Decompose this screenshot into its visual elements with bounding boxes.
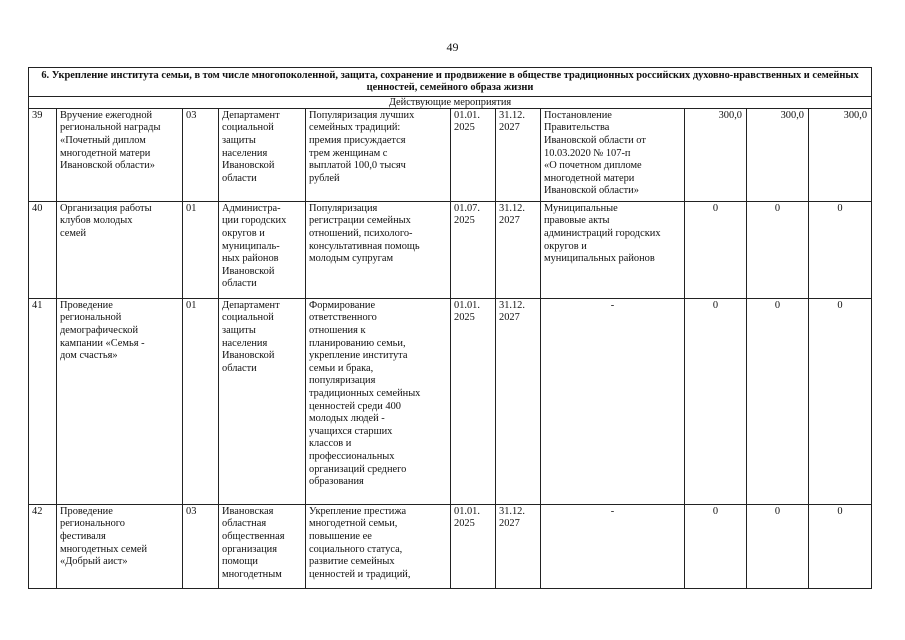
- start-date: 01.01. 2025: [451, 504, 496, 588]
- end-date: 31.12. 2027: [496, 201, 541, 298]
- row-number: 39: [29, 108, 57, 201]
- funding-year-1: 0: [685, 298, 747, 504]
- measures-table: [28, 67, 872, 589]
- end-date: 31.12. 2027: [496, 108, 541, 201]
- start-date: 01.01. 2025: [451, 108, 496, 201]
- section-title: 6. Укрепление института семьи, в том числе многопоколенной, защита, сохранение и продвижение в обществе традиционных российских духовно-нравственных и семейных ценностей, семейного образа жизни: [29, 68, 872, 97]
- executor: Ивановская областная общественная организация помощи многодетным: [219, 504, 306, 588]
- subsection-title: Действующие мероприятия: [29, 96, 872, 108]
- funding-year-3: 0: [809, 298, 872, 504]
- funding-year-1: 300,0: [685, 108, 747, 201]
- section-title-row: [29, 68, 872, 97]
- legal-basis: -: [541, 298, 685, 504]
- funding-year-3: 0: [809, 504, 872, 588]
- start-date: 01.07. 2025: [451, 201, 496, 298]
- funding-year-2: 0: [747, 504, 809, 588]
- funding-year-2: 0: [747, 201, 809, 298]
- table-row: [29, 201, 872, 298]
- measure-name: Вручение ежегодной региональной награды «Почетный диплом многодетной матери Ивановской области»: [57, 108, 183, 201]
- legal-basis: Постановление Правительства Ивановской области от 10.03.2020 № 107-п «О почетном дипломе многодетной матери Ивановской области»: [541, 108, 685, 201]
- row-number: 41: [29, 298, 57, 504]
- task-code: 01: [183, 201, 219, 298]
- executor: Департамент социальной защиты населения Ивановской области: [219, 108, 306, 201]
- end-date: 31.12. 2027: [496, 504, 541, 588]
- end-date: 31.12. 2027: [496, 298, 541, 504]
- task-code: 03: [183, 108, 219, 201]
- start-date: 01.01. 2025: [451, 298, 496, 504]
- executor: Департамент социальной защиты населения Ивановской области: [219, 298, 306, 504]
- funding-year-2: 300,0: [747, 108, 809, 201]
- executor: Администра- ции городских округов и муниципаль- ных районов Ивановской области: [219, 201, 306, 298]
- row-number: 40: [29, 201, 57, 298]
- table-row: [29, 504, 872, 588]
- expected-result: Формирование ответственного отношения к планированию семьи, укрепление института семьи и брака, популяризация традиционных семейных ценностей среди 400 молодых людей - учащихся старших классов и профессиональных организаций среднего образования: [306, 298, 451, 504]
- expected-result: Популяризация лучших семейных традиций: премия присуждается трем женщинам с выплатой 100,0 тысяч рублей: [306, 108, 451, 201]
- task-code: 03: [183, 504, 219, 588]
- funding-year-1: 0: [685, 504, 747, 588]
- legal-basis: -: [541, 504, 685, 588]
- expected-result: Укрепление престижа многодетной семьи, повышение ее социального статуса, развитие семейных ценностей и традиций,: [306, 504, 451, 588]
- funding-year-3: 300,0: [809, 108, 872, 201]
- expected-result: Популяризация регистрации семейных отношений, психолого- консультативная помощь молодым супругам: [306, 201, 451, 298]
- measure-name: Проведение регионального фестиваля многодетных семей «Добрый аист»: [57, 504, 183, 588]
- funding-year-1: 0: [685, 201, 747, 298]
- table-row: [29, 298, 872, 504]
- measure-name: Организация работы клубов молодых семей: [57, 201, 183, 298]
- legal-basis: Муниципальные правовые акты администраций городских округов и муниципальных районов: [541, 201, 685, 298]
- funding-year-3: 0: [809, 201, 872, 298]
- subsection-row: [29, 96, 872, 108]
- page-number: 49: [446, 40, 459, 54]
- row-number: 42: [29, 504, 57, 588]
- funding-year-2: 0: [747, 298, 809, 504]
- table-row: [29, 108, 872, 201]
- task-code: 01: [183, 298, 219, 504]
- measure-name: Проведение региональной демографической кампании «Семья - дом счастья»: [57, 298, 183, 504]
